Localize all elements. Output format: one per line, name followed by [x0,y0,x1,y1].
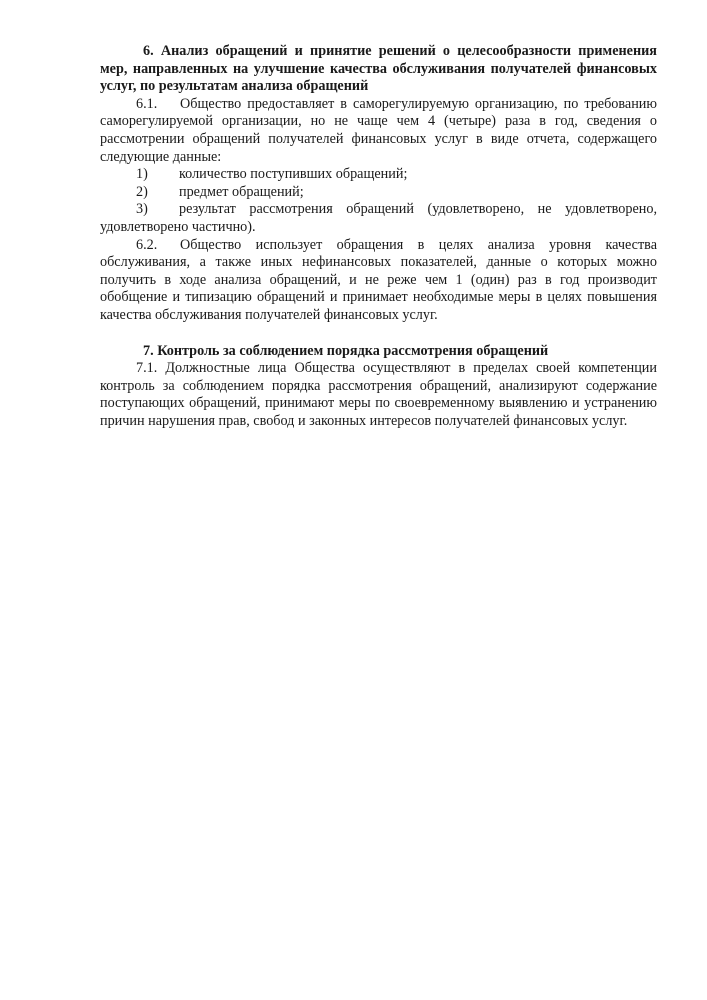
section-7-heading: 7. Контроль за соблюдением порядка рассмотрения обращений [143,342,549,359]
list-item-3-text: результат рассмотрения обращений (удовлетворено, не удовлетворено, удовлетворено частично). [100,201,657,235]
list-item-2-number: 2) [136,183,148,200]
list-item-1-text: количество поступивших обращений; [179,166,408,183]
list-item-1-number: 1) [136,166,148,183]
list-item-2-text: предмет обращений; [179,183,304,200]
list-item-3-number: 3) [136,201,148,218]
section-6-heading: 6. Анализ обращений и принятие решений о целесообразности применения мер, направленных на улучшение качества обслуживания получателей финансовых услуг, по результатам анализа обращений [100,43,657,95]
paragraph-6-1-number: 6.1. [136,95,158,112]
list-item-3 [100,201,657,236]
paragraph-6-2 [100,237,657,325]
section-spacer [100,325,657,343]
paragraph-6-2-number: 6.2. [136,236,158,253]
list-item-1 [100,166,657,184]
paragraph-6-1-text: Общество предоставляет в саморегулируемую организацию, по требованию саморегулируемой организации, но не чаще чем 4 (четыре) раза в год, сведения о рассмотрении обращений получателей финансовых услуг в виде отчета, содержащего следующие данные: [100,95,657,165]
list-item-2 [100,184,657,202]
paragraph-6-1 [100,96,657,166]
paragraph-7-1: 7.1. Должностные лица Общества осуществляют в пределах своей компетенции контроль за соблюдением порядка рассмотрения обращений, анализируют содержание поступающих обращений, принимают меры по своевременному выявлению и устранению причин нарушения прав, свобод и законных интересов получателей финансовых услуг. [100,360,657,429]
paragraph-6-2-text: Общество использует обращения в целях анализа уровня качества обслуживания, а также иных нефинансовых показателей, данные о которых можно получить в ходе анализа обращений, и не реже чем 1 (один) раз в год производит обобщение и типизацию обращений и принимает необходимые меры в целях повышения качества обслуживания получателей финансовых услуг. [100,236,657,323]
